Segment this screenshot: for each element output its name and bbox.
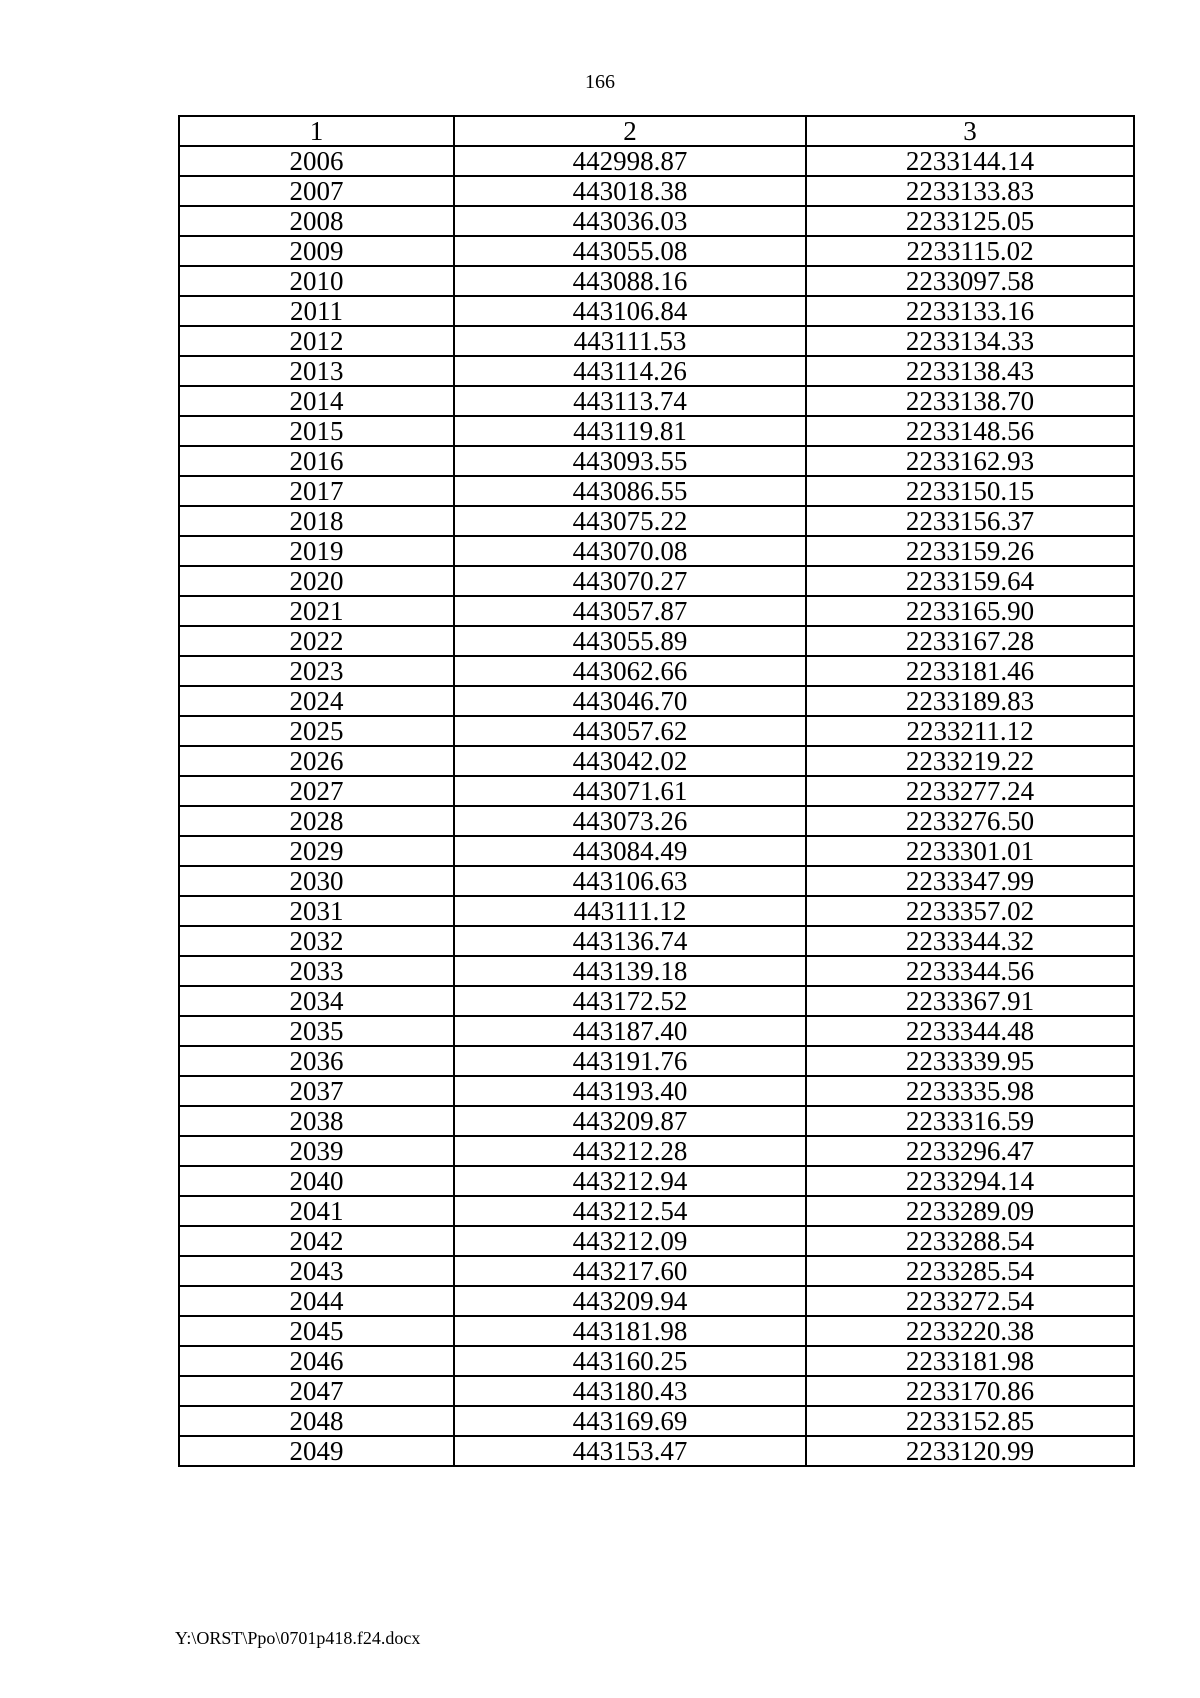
- table-row: [179, 806, 1134, 836]
- y-coordinate-cell: 2233138.70: [806, 386, 1134, 416]
- table-row: [179, 326, 1134, 356]
- x-coordinate-cell: 443193.40: [454, 1076, 806, 1106]
- point-number-cell: 2006: [179, 146, 454, 176]
- y-coordinate-cell: 2233148.56: [806, 416, 1134, 446]
- x-coordinate-cell: 443070.27: [454, 566, 806, 596]
- y-coordinate-cell: 2233296.47: [806, 1136, 1134, 1166]
- y-coordinate-cell: 2233344.56: [806, 956, 1134, 986]
- y-coordinate-cell: 2233294.14: [806, 1166, 1134, 1196]
- point-number-cell: 2046: [179, 1346, 454, 1376]
- y-coordinate-cell: 2233189.83: [806, 686, 1134, 716]
- point-number-cell: 2007: [179, 176, 454, 206]
- x-coordinate-cell: 443093.55: [454, 446, 806, 476]
- x-coordinate-cell: 443057.87: [454, 596, 806, 626]
- x-coordinate-cell: 443212.54: [454, 1196, 806, 1226]
- x-coordinate-cell: 443075.22: [454, 506, 806, 536]
- table-row: [179, 1016, 1134, 1046]
- table-row: [179, 176, 1134, 206]
- y-coordinate-cell: 2233357.02: [806, 896, 1134, 926]
- table-row: [179, 506, 1134, 536]
- x-coordinate-cell: 443209.94: [454, 1286, 806, 1316]
- y-coordinate-cell: 2233152.85: [806, 1406, 1134, 1436]
- page-number: 166: [585, 71, 615, 93]
- table-row: [179, 866, 1134, 896]
- point-number-cell: 2020: [179, 566, 454, 596]
- x-coordinate-cell: 443055.08: [454, 236, 806, 266]
- point-number-cell: 2023: [179, 656, 454, 686]
- x-coordinate-cell: 443209.87: [454, 1106, 806, 1136]
- y-coordinate-cell: 2233165.90: [806, 596, 1134, 626]
- table-row: [179, 896, 1134, 926]
- point-number-cell: 2014: [179, 386, 454, 416]
- table-row: [179, 1106, 1134, 1136]
- point-number-cell: 2035: [179, 1016, 454, 1046]
- table-row: [179, 1436, 1134, 1466]
- table-row: [179, 1346, 1134, 1376]
- table-row: [179, 416, 1134, 446]
- x-coordinate-cell: 443212.94: [454, 1166, 806, 1196]
- table-row: [179, 266, 1134, 296]
- table-row: [179, 956, 1134, 986]
- y-coordinate-cell: 2233181.98: [806, 1346, 1134, 1376]
- y-coordinate-cell: 2233159.26: [806, 536, 1134, 566]
- point-number-cell: 2042: [179, 1226, 454, 1256]
- x-coordinate-cell: 443136.74: [454, 926, 806, 956]
- point-number-cell: 2036: [179, 1046, 454, 1076]
- table-row: [179, 986, 1134, 1016]
- y-coordinate-cell: 2233170.86: [806, 1376, 1134, 1406]
- x-coordinate-cell: 443036.03: [454, 206, 806, 236]
- point-number-cell: 2029: [179, 836, 454, 866]
- point-number-cell: 2026: [179, 746, 454, 776]
- point-number-cell: 2043: [179, 1256, 454, 1286]
- table-body: [179, 146, 1134, 1466]
- table-row: [179, 566, 1134, 596]
- point-number-cell: 2009: [179, 236, 454, 266]
- point-number-cell: 2037: [179, 1076, 454, 1106]
- y-coordinate-cell: 2233162.93: [806, 446, 1134, 476]
- footer-file-path: Y:\ORST\Ppo\0701p418.f24.docx: [175, 1628, 421, 1648]
- table-row: [179, 1196, 1134, 1226]
- y-coordinate-cell: 2233134.33: [806, 326, 1134, 356]
- y-coordinate-cell: 2233211.12: [806, 716, 1134, 746]
- table-row: [179, 1376, 1134, 1406]
- table-row: [179, 836, 1134, 866]
- table-row: [179, 1406, 1134, 1436]
- y-coordinate-cell: 2233115.02: [806, 236, 1134, 266]
- x-coordinate-cell: 443114.26: [454, 356, 806, 386]
- table-row: [179, 236, 1134, 266]
- x-coordinate-cell: 443070.08: [454, 536, 806, 566]
- table-row: [179, 476, 1134, 506]
- y-coordinate-cell: 2233276.50: [806, 806, 1134, 836]
- table-row: [179, 1316, 1134, 1346]
- x-coordinate-cell: 443169.69: [454, 1406, 806, 1436]
- table-row: [179, 776, 1134, 806]
- x-coordinate-cell: 443139.18: [454, 956, 806, 986]
- x-coordinate-cell: 443084.49: [454, 836, 806, 866]
- table-row: [179, 1136, 1134, 1166]
- x-coordinate-cell: 443046.70: [454, 686, 806, 716]
- x-coordinate-cell: 443160.25: [454, 1346, 806, 1376]
- x-coordinate-cell: 443111.53: [454, 326, 806, 356]
- x-coordinate-cell: 443172.52: [454, 986, 806, 1016]
- x-coordinate-cell: 443106.63: [454, 866, 806, 896]
- y-coordinate-cell: 2233285.54: [806, 1256, 1134, 1286]
- y-coordinate-cell: 2233133.83: [806, 176, 1134, 206]
- x-coordinate-cell: 443217.60: [454, 1256, 806, 1286]
- x-coordinate-cell: 443119.81: [454, 416, 806, 446]
- point-number-cell: 2049: [179, 1436, 454, 1466]
- y-coordinate-cell: 2233344.32: [806, 926, 1134, 956]
- x-coordinate-cell: 443113.74: [454, 386, 806, 416]
- y-coordinate-cell: 2233316.59: [806, 1106, 1134, 1136]
- y-coordinate-cell: 2233097.58: [806, 266, 1134, 296]
- y-coordinate-cell: 2233181.46: [806, 656, 1134, 686]
- table-row: [179, 1256, 1134, 1286]
- point-number-cell: 2028: [179, 806, 454, 836]
- table-header-row: [179, 116, 1134, 146]
- point-number-cell: 2040: [179, 1166, 454, 1196]
- point-number-cell: 2015: [179, 416, 454, 446]
- x-coordinate-cell: 443073.26: [454, 806, 806, 836]
- point-number-cell: 2013: [179, 356, 454, 386]
- x-coordinate-cell: 443111.12: [454, 896, 806, 926]
- x-coordinate-cell: 443055.89: [454, 626, 806, 656]
- y-coordinate-cell: 2233344.48: [806, 1016, 1134, 1046]
- y-coordinate-cell: 2233367.91: [806, 986, 1134, 1016]
- table-row: [179, 206, 1134, 236]
- point-number-cell: 2041: [179, 1196, 454, 1226]
- point-number-cell: 2017: [179, 476, 454, 506]
- point-number-cell: 2012: [179, 326, 454, 356]
- y-coordinate-cell: 2233277.24: [806, 776, 1134, 806]
- point-number-cell: 2039: [179, 1136, 454, 1166]
- table-row: [179, 1076, 1134, 1106]
- point-number-cell: 2033: [179, 956, 454, 986]
- table-row: [179, 296, 1134, 326]
- point-number-cell: 2038: [179, 1106, 454, 1136]
- y-coordinate-cell: 2233301.01: [806, 836, 1134, 866]
- table-row: [179, 1046, 1134, 1076]
- y-coordinate-cell: 2233335.98: [806, 1076, 1134, 1106]
- table-row: [179, 1166, 1134, 1196]
- point-number-cell: 2034: [179, 986, 454, 1016]
- x-coordinate-cell: 443086.55: [454, 476, 806, 506]
- x-coordinate-cell: 443088.16: [454, 266, 806, 296]
- table-row: [179, 536, 1134, 566]
- x-coordinate-cell: 443180.43: [454, 1376, 806, 1406]
- point-number-cell: 2008: [179, 206, 454, 236]
- x-coordinate-cell: 443181.98: [454, 1316, 806, 1346]
- column-header-1: 1: [179, 116, 454, 146]
- table-row: [179, 716, 1134, 746]
- column-header-2: 2: [454, 116, 806, 146]
- x-coordinate-cell: 443187.40: [454, 1016, 806, 1046]
- point-number-cell: 2016: [179, 446, 454, 476]
- x-coordinate-cell: 443042.02: [454, 746, 806, 776]
- x-coordinate-cell: 443057.62: [454, 716, 806, 746]
- y-coordinate-cell: 2233339.95: [806, 1046, 1134, 1076]
- point-number-cell: 2031: [179, 896, 454, 926]
- x-coordinate-cell: 443191.76: [454, 1046, 806, 1076]
- point-number-cell: 2048: [179, 1406, 454, 1436]
- x-coordinate-cell: 443153.47: [454, 1436, 806, 1466]
- x-coordinate-cell: 442998.87: [454, 146, 806, 176]
- x-coordinate-cell: 443212.09: [454, 1226, 806, 1256]
- point-number-cell: 2022: [179, 626, 454, 656]
- x-coordinate-cell: 443212.28: [454, 1136, 806, 1166]
- table-row: [179, 146, 1134, 176]
- table-row: [179, 746, 1134, 776]
- point-number-cell: 2044: [179, 1286, 454, 1316]
- point-number-cell: 2019: [179, 536, 454, 566]
- point-number-cell: 2021: [179, 596, 454, 626]
- point-number-cell: 2045: [179, 1316, 454, 1346]
- y-coordinate-cell: 2233125.05: [806, 206, 1134, 236]
- point-number-cell: 2011: [179, 296, 454, 326]
- y-coordinate-cell: 2233220.38: [806, 1316, 1134, 1346]
- table-row: [179, 596, 1134, 626]
- y-coordinate-cell: 2233120.99: [806, 1436, 1134, 1466]
- y-coordinate-cell: 2233159.64: [806, 566, 1134, 596]
- point-number-cell: 2010: [179, 266, 454, 296]
- table-row: [179, 386, 1134, 416]
- y-coordinate-cell: 2233167.28: [806, 626, 1134, 656]
- table-row: [179, 686, 1134, 716]
- table-row: [179, 656, 1134, 686]
- x-coordinate-cell: 443071.61: [454, 776, 806, 806]
- table-row: [179, 626, 1134, 656]
- table-row: [179, 356, 1134, 386]
- y-coordinate-cell: 2233288.54: [806, 1226, 1134, 1256]
- x-coordinate-cell: 443106.84: [454, 296, 806, 326]
- table-row: [179, 1286, 1134, 1316]
- x-coordinate-cell: 443018.38: [454, 176, 806, 206]
- table-row: [179, 926, 1134, 956]
- table-row: [179, 446, 1134, 476]
- y-coordinate-cell: 2233219.22: [806, 746, 1134, 776]
- column-header-3: 3: [806, 116, 1134, 146]
- y-coordinate-cell: 2233144.14: [806, 146, 1134, 176]
- point-number-cell: 2027: [179, 776, 454, 806]
- point-number-cell: 2047: [179, 1376, 454, 1406]
- point-number-cell: 2025: [179, 716, 454, 746]
- y-coordinate-cell: 2233138.43: [806, 356, 1134, 386]
- point-number-cell: 2018: [179, 506, 454, 536]
- y-coordinate-cell: 2233289.09: [806, 1196, 1134, 1226]
- coordinates-table: [178, 115, 1135, 1467]
- point-number-cell: 2032: [179, 926, 454, 956]
- y-coordinate-cell: 2233347.99: [806, 866, 1134, 896]
- y-coordinate-cell: 2233272.54: [806, 1286, 1134, 1316]
- point-number-cell: 2024: [179, 686, 454, 716]
- point-number-cell: 2030: [179, 866, 454, 896]
- y-coordinate-cell: 2233156.37: [806, 506, 1134, 536]
- x-coordinate-cell: 443062.66: [454, 656, 806, 686]
- y-coordinate-cell: 2233133.16: [806, 296, 1134, 326]
- y-coordinate-cell: 2233150.15: [806, 476, 1134, 506]
- table-row: [179, 1226, 1134, 1256]
